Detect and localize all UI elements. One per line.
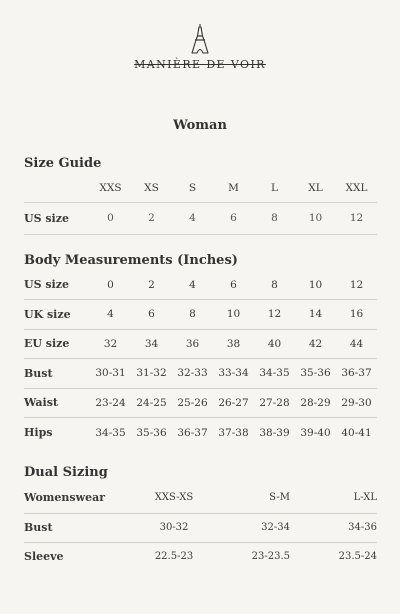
value-cell: 36-37	[336, 359, 377, 389]
value-cell: 6	[213, 202, 254, 234]
value-cell: 12	[336, 202, 377, 234]
row-label: Waist	[24, 388, 90, 418]
value-cell: 4	[172, 202, 213, 234]
size-cell: XXS	[90, 175, 131, 202]
dual-size-cell: L-XL	[304, 483, 377, 513]
dual-size-cell: S-M	[214, 483, 304, 513]
value-cell: 38-39	[259, 426, 290, 439]
value-cell: 10	[295, 270, 336, 300]
value-cell: 29-30	[336, 388, 377, 418]
body-measurements-table	[24, 270, 377, 447]
brand-name: MANIÈRE DE VOIR	[134, 58, 266, 71]
value-cell: 8	[254, 270, 295, 300]
body-measurements-row	[24, 359, 377, 389]
value-cell: 8	[254, 202, 295, 234]
value-cell: 0	[90, 202, 131, 234]
value-cell: 2	[131, 270, 172, 300]
body-measurements-title: Body Measurements (Inches)	[24, 253, 238, 268]
row-label: Bust	[24, 513, 134, 542]
value-cell: 16	[336, 300, 377, 330]
value-cell: 37-38	[218, 426, 249, 439]
value-cell: 35-36	[295, 359, 336, 389]
dual-sizing-header-row	[24, 483, 377, 513]
value-cell: 12	[336, 270, 377, 300]
dual-size-cell: XXS-XS	[134, 483, 214, 513]
value-cell: 33-34	[213, 359, 254, 389]
value-cell: 6	[131, 300, 172, 330]
value-cell: 27-28	[254, 388, 295, 418]
size-cell: M	[213, 175, 254, 202]
row-label: EU size	[24, 329, 90, 359]
row-label: Hips	[24, 426, 53, 439]
brand-logo[interactable]	[0, 24, 400, 71]
body-measurements-row	[24, 300, 377, 330]
value-cell: 40	[254, 329, 295, 359]
body-measurements-row	[24, 270, 377, 300]
value-cell: 31-32	[131, 359, 172, 389]
value-cell: 4	[90, 300, 131, 330]
value-cell: 34-35	[254, 359, 295, 389]
value-cell: 24-25	[131, 388, 172, 418]
value-cell: 12	[254, 300, 295, 330]
value-cell: 32	[90, 329, 131, 359]
value-cell: 39-40	[300, 426, 331, 439]
size-cell: XXL	[336, 175, 377, 202]
value-cell: 36-37	[177, 426, 208, 439]
value-cell: 28-29	[295, 388, 336, 418]
row-label: US size	[24, 202, 90, 234]
value-cell: 2	[131, 202, 172, 234]
value-cell: 4	[172, 270, 213, 300]
value-cell: 44	[336, 329, 377, 359]
value-cell: 14	[295, 300, 336, 330]
size-guide-us-row	[24, 202, 377, 234]
value-cell: 10	[295, 202, 336, 234]
value-cell: 42	[295, 329, 336, 359]
value-cell: 34	[131, 329, 172, 359]
value-cell: 35-36	[136, 426, 167, 439]
dual-sizing-bust-row	[24, 513, 377, 542]
dual-sizing-sleeve-row	[24, 542, 377, 571]
size-cell: XL	[295, 175, 336, 202]
size-guide-title: Size Guide	[24, 156, 102, 171]
body-measurements-row	[24, 329, 377, 359]
body-measurements-row	[24, 418, 377, 448]
value-cell: 6	[213, 270, 254, 300]
value-cell: 8	[172, 300, 213, 330]
value-cell: 23-23.5	[251, 551, 290, 563]
size-guide-corner	[24, 175, 90, 202]
value-cell: 30-32	[134, 513, 214, 542]
eiffel-tower-icon	[190, 24, 210, 54]
size-cell: L	[254, 175, 295, 202]
value-cell: 23-24	[90, 388, 131, 418]
row-label: Sleeve	[24, 550, 64, 564]
value-cell: 32-33	[172, 359, 213, 389]
dual-sizing-table	[24, 483, 377, 571]
value-cell: 23.5-24	[338, 551, 377, 563]
size-cell: XS	[131, 175, 172, 202]
size-guide-header-row	[24, 175, 377, 202]
size-cell: S	[172, 175, 213, 202]
row-label: UK size	[24, 300, 90, 330]
row-label: US size	[24, 270, 90, 300]
row-label: Bust	[24, 359, 90, 389]
dual-sizing-title: Dual Sizing	[24, 465, 108, 480]
size-guide-table	[24, 175, 377, 235]
value-cell: 40-41	[341, 426, 372, 439]
page-subtitle: Woman	[173, 118, 227, 133]
value-cell: 30-31	[90, 359, 131, 389]
body-measurements-row	[24, 388, 377, 418]
value-cell: 32-34	[214, 513, 304, 542]
value-cell: 22.5-23	[154, 551, 194, 563]
row-label: Womenswear	[24, 483, 134, 513]
value-cell: 34-35	[95, 426, 126, 439]
value-cell: 34-36	[304, 513, 377, 542]
value-cell: 0	[90, 270, 131, 300]
value-cell: 10	[213, 300, 254, 330]
value-cell: 26-27	[213, 388, 254, 418]
value-cell: 36	[172, 329, 213, 359]
value-cell: 38	[213, 329, 254, 359]
value-cell: 25-26	[172, 388, 213, 418]
